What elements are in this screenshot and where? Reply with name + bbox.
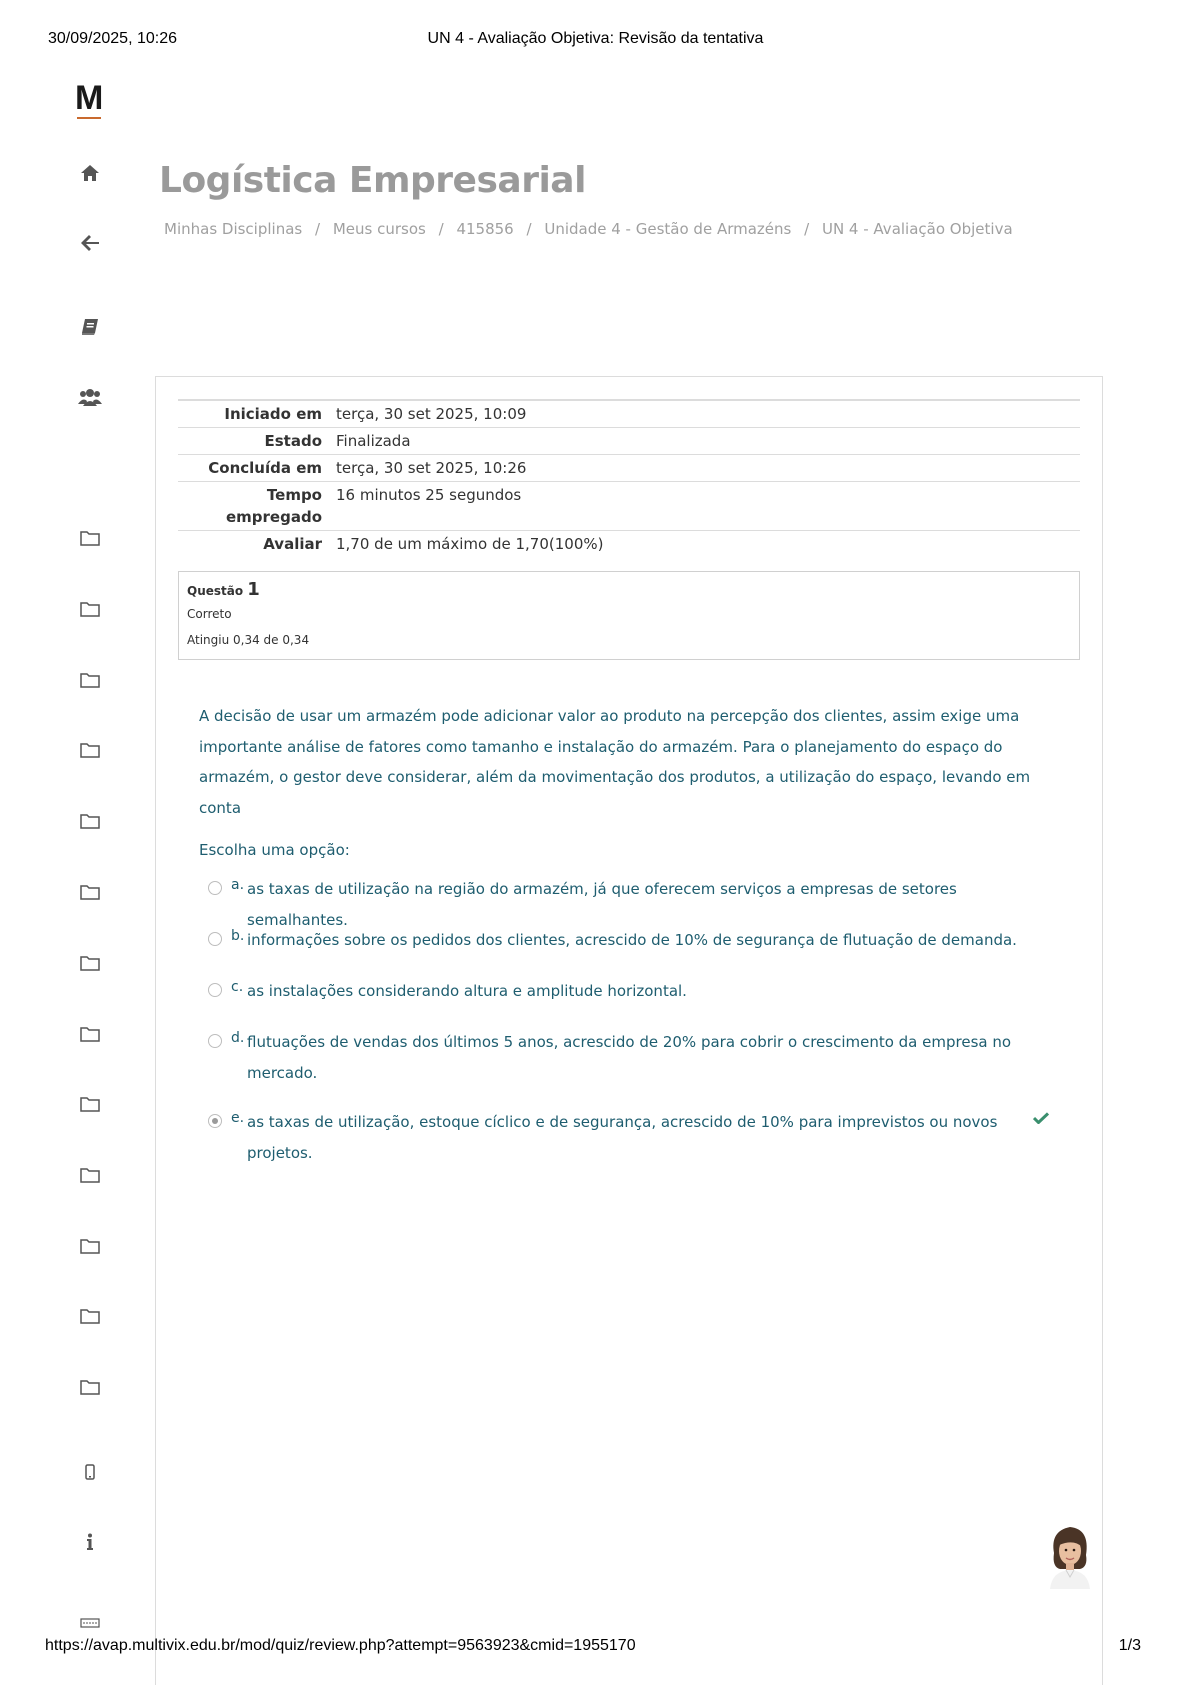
summary-value: 16 minutos 25 segundos: [336, 486, 522, 504]
course-title: Logística Empresarial: [159, 160, 586, 201]
folder-icon[interactable]: [78, 1375, 102, 1399]
summary-label: Avaliar: [263, 535, 322, 553]
print-header: [0, 30, 1191, 50]
folder-icon[interactable]: [78, 1304, 102, 1328]
folder-icon[interactable]: [78, 738, 102, 762]
answer-letter: b.: [231, 928, 245, 944]
assistant-avatar[interactable]: [1046, 1523, 1094, 1589]
mobile-icon[interactable]: [78, 1460, 102, 1484]
home-icon[interactable]: [78, 161, 102, 185]
question-number: [187, 580, 1071, 601]
answer-letter: a.: [231, 877, 245, 893]
print-title: UN 4 - Avaliação Objetiva: Revisão da tentativa: [427, 30, 764, 47]
summary-label: Iniciado em: [224, 405, 322, 423]
answer-text: as taxas de utilização na região do armazém, já que oferecem serviços a empresas de setores semalhantes.: [247, 880, 957, 929]
site-logo[interactable]: M: [75, 79, 102, 117]
question-number-value: 1: [247, 579, 260, 600]
breadcrumb-item[interactable]: UN 4 - Avaliação Objetiva: [821, 220, 1013, 238]
print-footer: [0, 1637, 1191, 1657]
summary-label-line: empregado: [225, 508, 322, 526]
folder-icon[interactable]: [78, 951, 102, 975]
answer-text: as taxas de utilização, estoque cíclico e de segurança, acrescido de 10% para imprevistos ou novos projetos.: [247, 1113, 998, 1162]
question-label: Questão: [187, 584, 244, 598]
summary-label: Concluída em: [208, 459, 322, 477]
users-icon[interactable]: [78, 385, 102, 409]
question-info-box: [178, 571, 1080, 660]
breadcrumb-separator: /: [315, 220, 321, 238]
summary-value: Finalizada: [336, 432, 411, 450]
folder-icon[interactable]: [78, 526, 102, 550]
breadcrumb-separator: /: [804, 220, 810, 238]
keyboard-icon[interactable]: [78, 1611, 102, 1635]
answer-radio[interactable]: [208, 881, 222, 895]
print-url: https://avap.multivix.edu.br/mod/quiz/review.php?attempt=9563923&cmid=1955170: [45, 1637, 636, 1654]
question-text: A decisão de usar um armazém pode adicionar valor ao produto na percepção dos clientes, assim exige uma importante análise de fatores como tamanho e instalação do armazém. Para o planejamento do espaço do armazém, o gestor deve considerar, além da movimentação dos produtos, a utilização do espaço, levando em conta: [199, 707, 1031, 817]
summary-label: [178, 482, 330, 531]
breadcrumb: [164, 220, 1013, 238]
question-grade: Atingiu 0,34 de 0,34: [187, 633, 310, 647]
folder-icon[interactable]: [78, 1092, 102, 1116]
info-icon[interactable]: [78, 1530, 102, 1554]
answer-text: flutuações de vendas dos últimos 5 anos, acrescido de 20% para cobrir o crescimento da empresa no mercado.: [247, 1033, 1012, 1082]
summary-row-time: [178, 482, 1080, 531]
answer-radio[interactable]: [208, 983, 222, 997]
breadcrumb-item[interactable]: 415856: [456, 220, 514, 238]
summary-value: terça, 30 set 2025, 10:09: [336, 405, 527, 423]
folder-icon[interactable]: [78, 1234, 102, 1258]
folder-icon[interactable]: [78, 1163, 102, 1187]
summary-row-grade: [178, 531, 1080, 558]
print-datetime: 30/09/2025, 10:26: [48, 30, 178, 47]
answer-prompt: Escolha uma opção:: [199, 841, 350, 859]
summary-label: Estado: [264, 432, 322, 450]
folder-icon[interactable]: [78, 1022, 102, 1046]
answer-radio[interactable]: [208, 932, 222, 946]
breadcrumb-separator: /: [438, 220, 444, 238]
breadcrumb-item[interactable]: Meus cursos: [332, 220, 426, 238]
summary-value: terça, 30 set 2025, 10:26: [336, 459, 527, 477]
answer-letter: e.: [231, 1110, 245, 1126]
breadcrumb-item[interactable]: Unidade 4 - Gestão de Armazéns: [544, 220, 792, 238]
summary-row-completed: [178, 455, 1080, 482]
back-arrow-icon[interactable]: [78, 231, 102, 255]
answer-radio-selected[interactable]: [208, 1114, 222, 1128]
answer-letter: d.: [231, 1030, 245, 1046]
question-state: Correto: [187, 607, 232, 621]
answer-radio[interactable]: [208, 1034, 222, 1048]
correct-check-icon: [1033, 1110, 1049, 1128]
quiz-review-region: [155, 376, 1103, 1685]
folder-icon[interactable]: [78, 880, 102, 904]
answer-text: as instalações considerando altura e amplitude horizontal.: [247, 982, 687, 1000]
book-icon[interactable]: [78, 315, 102, 339]
summary-label-line: Tempo: [266, 486, 322, 504]
folder-icon[interactable]: [78, 809, 102, 833]
folder-icon[interactable]: [78, 668, 102, 692]
print-page-number: 1/3: [1118, 1637, 1141, 1654]
summary-row-started: [178, 400, 1080, 428]
answer-text: informações sobre os pedidos dos clientes, acrescido de 10% de segurança de flutuação de demanda.: [247, 931, 1017, 949]
attempt-summary-table: [178, 399, 1080, 557]
summary-row-state: [178, 428, 1080, 455]
answer-letter: c.: [231, 979, 244, 995]
breadcrumb-separator: /: [526, 220, 532, 238]
breadcrumb-item[interactable]: Minhas Disciplinas: [164, 220, 303, 238]
summary-value: 1,70 de um máximo de 1,70(100%): [336, 535, 604, 553]
folder-icon[interactable]: [78, 597, 102, 621]
